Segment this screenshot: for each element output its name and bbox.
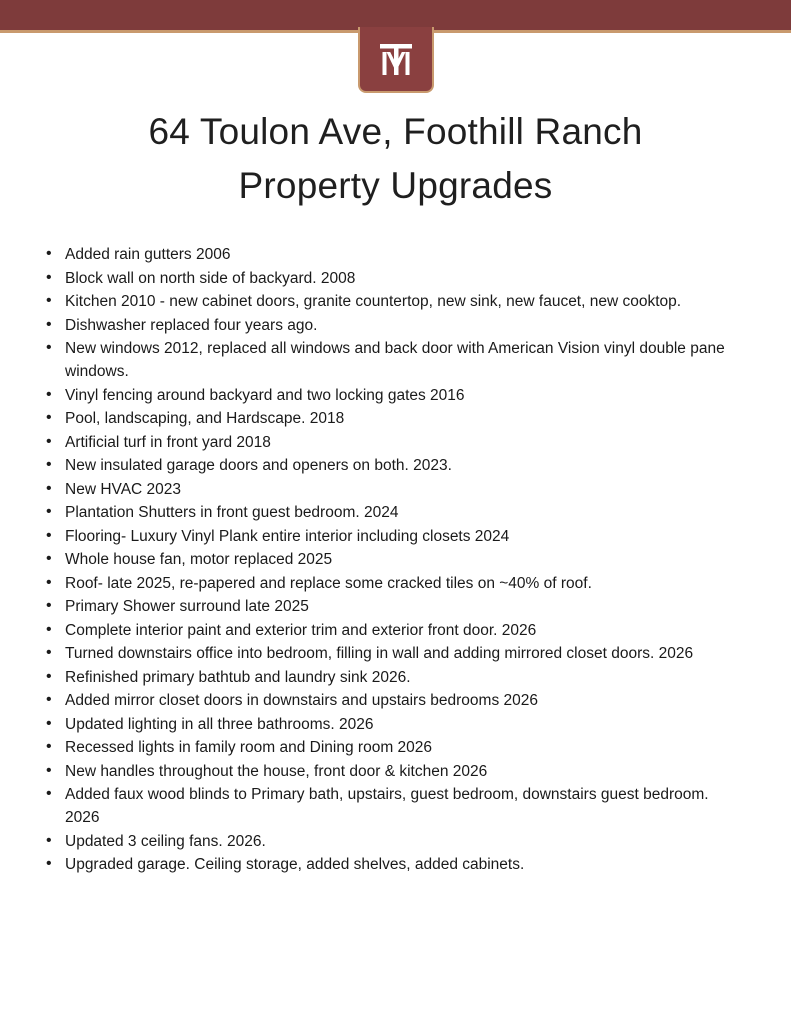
list-item: • Pool, landscaping, and Hardscape. 2018 xyxy=(30,407,747,430)
list-item: • Turned downstairs office into bedroom, filling in wall and adding mirrored closet doors. 2026 xyxy=(30,642,747,665)
header-band xyxy=(0,0,791,30)
tm-monogram-logo-icon xyxy=(358,27,434,93)
list-item: • Vinyl fencing around backyard and two locking gates 2016 xyxy=(30,384,747,407)
list-item: • Flooring- Luxury Vinyl Plank entire interior including closets 2024 xyxy=(30,525,747,548)
list-item: • Primary Shower surround late 2025 xyxy=(30,595,747,618)
list-item: • New handles throughout the house, front door & kitchen 2026 xyxy=(30,760,747,783)
page-title xyxy=(0,105,791,213)
upgrades-section xyxy=(0,243,791,877)
list-item: • Added rain gutters 2006 xyxy=(30,243,747,266)
list-item: • Plantation Shutters in front guest bedroom. 2024 xyxy=(30,501,747,524)
list-item: • Kitchen 2010 - new cabinet doors, granite countertop, new sink, new faucet, new cooktop. xyxy=(30,290,747,313)
page-title-line-1: 64 Toulon Ave, Foothill Ranch xyxy=(148,111,643,152)
list-item: • Artificial turf in front yard 2018 xyxy=(30,431,747,454)
list-item: • Updated 3 ceiling fans. 2026. xyxy=(30,830,747,853)
upgrades-list xyxy=(30,243,747,877)
list-item: • Added faux wood blinds to Primary bath, upstairs, guest bedroom, downstairs guest bedroom. 2026 xyxy=(30,783,747,829)
page-title-line-2: Property Upgrades xyxy=(238,165,553,206)
list-item: • Complete interior paint and exterior trim and exterior front door. 2026 xyxy=(30,619,747,642)
list-item: • Added mirror closet doors in downstairs and upstairs bedrooms 2026 xyxy=(30,689,747,712)
list-item: • New HVAC 2023 xyxy=(30,478,747,501)
list-item: • New insulated garage doors and openers on both. 2023. xyxy=(30,454,747,477)
list-item: • New windows 2012, replaced all windows and back door with American Vision vinyl double pane windows. xyxy=(30,337,747,383)
list-item: • Recessed lights in family room and Dining room 2026 xyxy=(30,736,747,759)
list-item: • Upgraded garage. Ceiling storage, added shelves, added cabinets. xyxy=(30,853,747,876)
list-item: • Block wall on north side of backyard. 2008 xyxy=(30,267,747,290)
list-item: • Updated lighting in all three bathrooms. 2026 xyxy=(30,713,747,736)
list-item: • Roof- late 2025, re-papered and replace some cracked tiles on ~40% of roof. xyxy=(30,572,747,595)
list-item: • Whole house fan, motor replaced 2025 xyxy=(30,548,747,571)
list-item: • Dishwasher replaced four years ago. xyxy=(30,314,747,337)
list-item: • Refinished primary bathtub and laundry sink 2026. xyxy=(30,666,747,689)
